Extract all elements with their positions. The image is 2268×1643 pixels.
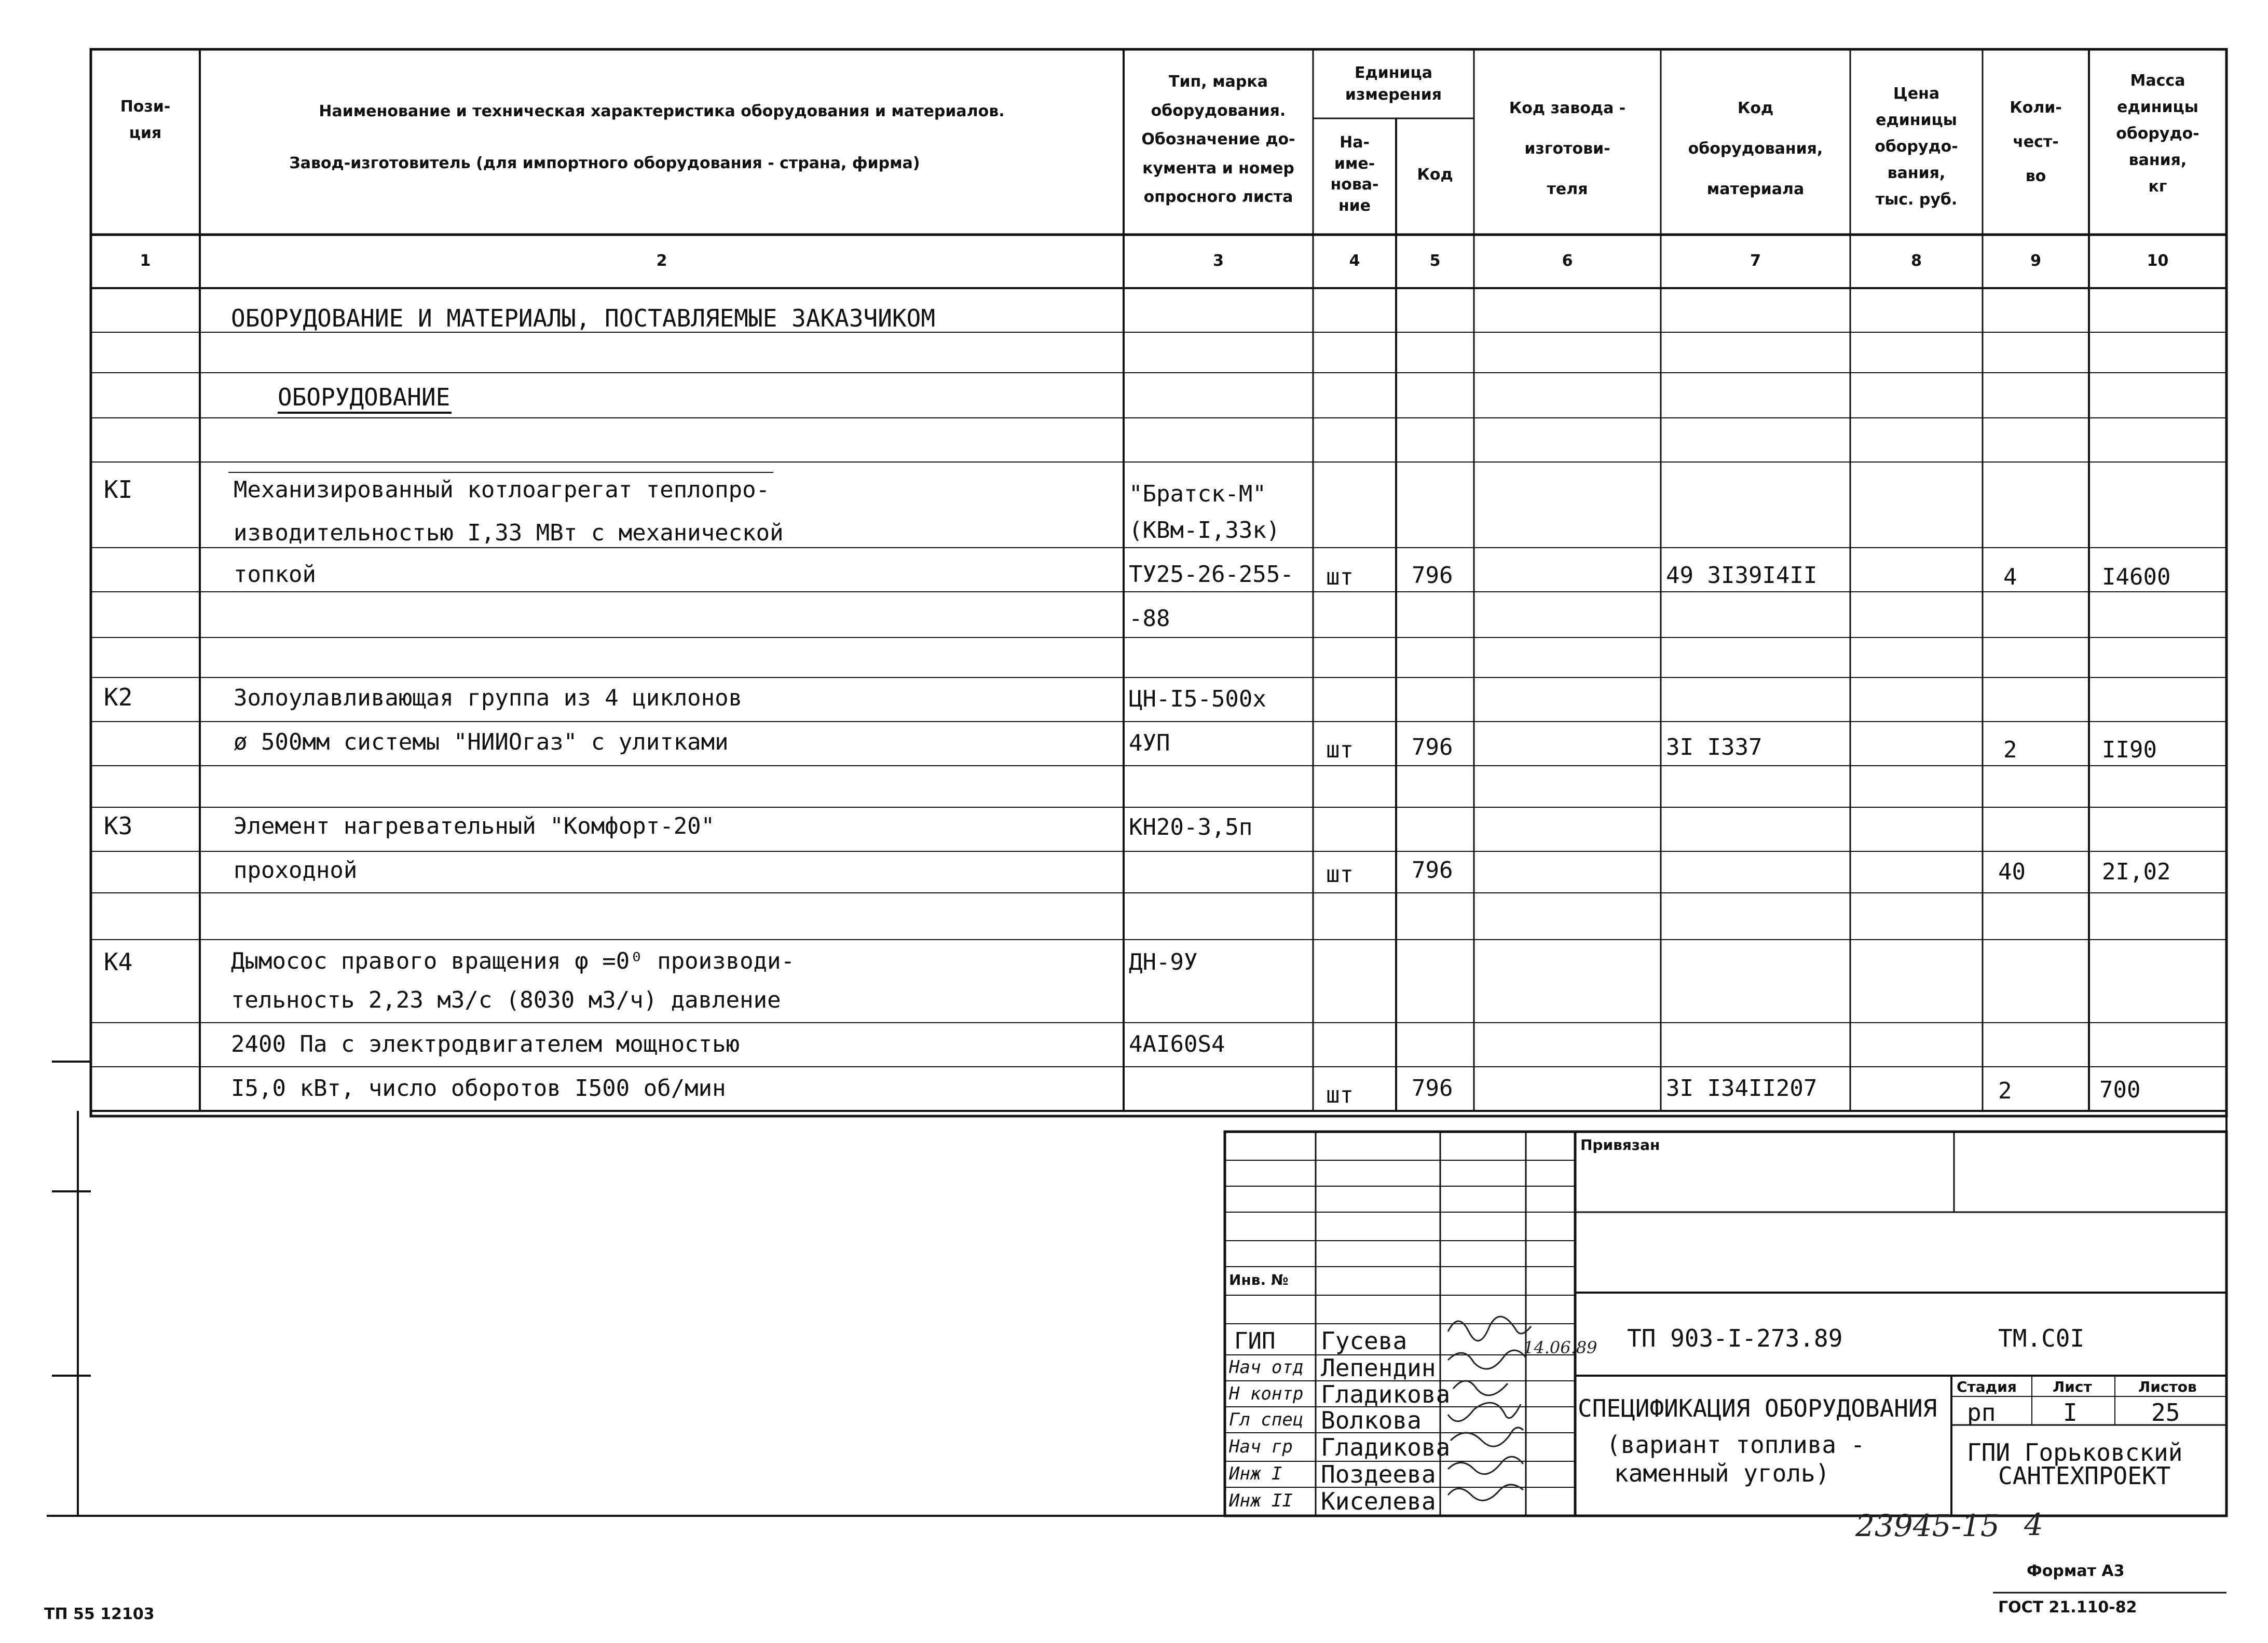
sheets-count-value: 25	[2151, 1398, 2180, 1427]
item-type-line: "Братск-М"	[1129, 481, 1266, 507]
item-unit: шт	[1326, 861, 1354, 888]
item-type-line: (КВм-I,33к)	[1129, 517, 1280, 544]
item-unit-code: 796	[1412, 734, 1453, 761]
col-number: 2	[656, 252, 667, 270]
item-position: К4	[104, 948, 133, 976]
item-type-line: 4АI60S4	[1129, 1031, 1225, 1057]
item-position: К3	[104, 812, 133, 840]
left-code-label: ТП 55 12103	[44, 1605, 155, 1623]
signature-date: 14.06.89	[1523, 1338, 1597, 1357]
item-type-line: ДН-9У	[1129, 949, 1198, 975]
spec-title-line2: (вариант топлива -	[1606, 1431, 1865, 1459]
col-number: 9	[2030, 252, 2041, 270]
item-type-line: ЦН-I5-500х	[1129, 686, 1266, 712]
item-unit-code: 796	[1412, 1075, 1453, 1102]
item-name-line: Механизированный котлоагрегат теплопро-	[234, 477, 770, 503]
col-number: 4	[1349, 252, 1360, 270]
organization-line2: САНТЕХПРОЕКТ	[1998, 1462, 2171, 1490]
role-label: Гл спец	[1229, 1409, 1304, 1430]
item-quantity: 40	[1998, 859, 2026, 885]
header-mass: Масса единицы оборудо- вания, кг	[2116, 72, 2199, 196]
item-name-line: Элемент нагревательный "Комфорт-20"	[234, 813, 715, 839]
organization-line1: ГПИ Горьковский	[1967, 1438, 2183, 1467]
col-number: 5	[1429, 252, 1441, 270]
header-quantity: Коли- чест- во	[2010, 99, 2062, 185]
item-mass: II90	[2102, 737, 2157, 763]
staff-name: Поздеева	[1321, 1460, 1436, 1488]
item-position: К2	[104, 683, 133, 711]
item-unit: шт	[1326, 1082, 1354, 1108]
sheets-count-label: Листов	[2138, 1378, 2197, 1395]
item-equipment-code: 3I I34II207	[1666, 1075, 1818, 1102]
spec-title-line1: СПЕЦИФИКАЦИЯ ОБОРУДОВАНИЯ	[1578, 1394, 1937, 1422]
col-number: 6	[1562, 252, 1573, 270]
col-number: 10	[2147, 252, 2169, 270]
item-quantity: 4	[2003, 564, 2017, 590]
stage-label: Стадия	[1957, 1378, 2017, 1395]
sheet-code: ТМ.С0I	[1998, 1324, 2085, 1352]
section-title: ОБОРУДОВАНИЕ И МАТЕРИАЛЫ, ПОСТАВЛЯЕМЫЕ ЗАКАЗЧИКОМ	[231, 304, 936, 332]
header-name-line1: Наименование и техническая характеристика оборудования и материалов.	[319, 102, 1005, 120]
inventory-number-label: Инв. №	[1229, 1271, 1289, 1288]
header-equipment-code: Код оборудования, материала	[1688, 99, 1823, 198]
col-number: 8	[1911, 252, 1922, 270]
item-name-line: тельность 2,23 м3/с (8030 м3/ч) давление	[231, 987, 781, 1013]
item-type-line: 4УП	[1129, 730, 1170, 756]
item-name-line: I5,0 кВт, число оборотов I500 об/мин	[231, 1075, 726, 1102]
item-name-line: Золоулавливающая группа из 4 циклонов	[234, 685, 743, 711]
item-mass: 2I,02	[2102, 859, 2171, 885]
header-name-line2: Завод-изготовитель (для импортного оборудования - страна, фирма)	[289, 154, 920, 172]
item-name-line: Дымосос правого вращения φ =0⁰ производи-	[231, 948, 795, 974]
item-quantity: 2	[2003, 737, 2017, 763]
staff-name: Киселева	[1321, 1487, 1436, 1515]
item-name-line: изводительностью I,33 МВт с механической	[234, 520, 784, 546]
item-equipment-code: 3I I337	[1666, 734, 1763, 761]
staff-name: Гладикова	[1321, 1433, 1451, 1461]
subsection-title: ОБОРУДОВАНИЕ	[278, 383, 450, 411]
staff-name: Волкова	[1321, 1406, 1422, 1434]
item-name-line: проходной	[234, 857, 358, 884]
header-unit-code: Код	[1417, 166, 1453, 184]
staff-name: Гладикова	[1321, 1380, 1451, 1408]
item-type-line: ТУ25-26-255-	[1129, 561, 1294, 588]
item-position: КI	[104, 476, 133, 504]
header-unit-group: Единица измерения	[1345, 64, 1442, 104]
item-type-line: -88	[1129, 605, 1170, 632]
format-label: Формат А3	[2027, 1562, 2125, 1580]
role-label: Нач гр	[1229, 1436, 1293, 1457]
role-label: Инж I	[1229, 1463, 1282, 1484]
stamp-number: 23945-15	[1855, 1508, 2000, 1543]
item-type-line: КН20-3,5п	[1129, 814, 1253, 840]
col-number: 3	[1213, 252, 1224, 270]
col-number: 7	[1750, 252, 1761, 270]
role-label: ГИП	[1234, 1328, 1276, 1354]
staff-name: Лепендин	[1321, 1354, 1436, 1382]
role-label: Инж II	[1229, 1490, 1293, 1511]
item-name-line: 2400 Па с электродвигателем мощностью	[231, 1031, 740, 1057]
page-mark: 4	[2024, 1507, 2043, 1542]
item-quantity: 2	[1998, 1078, 2012, 1104]
sheet-value: I	[2063, 1398, 2078, 1427]
spec-title-line3: каменный уголь)	[1614, 1459, 1830, 1487]
role-label: Нач отд	[1229, 1357, 1304, 1378]
privyazan-label: Привязан	[1580, 1136, 1660, 1153]
header-position: Пози- ция	[120, 98, 171, 142]
header-type: Тип, марка оборудования. Обозначение до- кумента и номер опросного листа	[1141, 73, 1295, 206]
item-mass: I4600	[2102, 564, 2171, 590]
document-code: ТП 903-I-273.89	[1627, 1324, 1843, 1352]
gost-label: ГОСТ 21.110-82	[1998, 1598, 2137, 1617]
item-unit: шт	[1326, 564, 1354, 590]
item-name-line: топкой	[234, 561, 316, 588]
header-factory-code: Код завода - изготови- теля	[1509, 99, 1626, 198]
item-unit-code: 796	[1412, 857, 1453, 884]
header-unit-name: На- име- нова- ние	[1330, 133, 1379, 215]
header-price: Цена единицы оборудо- вания, тыс. руб.	[1875, 85, 1958, 209]
item-name-line: ø 500мм системы "НИИОгаз" с улитками	[234, 729, 729, 755]
signatures	[1448, 1316, 1531, 1500]
item-unit-code: 796	[1412, 562, 1453, 589]
role-label: Н контр	[1229, 1383, 1304, 1404]
item-mass: 700	[2099, 1077, 2141, 1103]
sheet-label: Лист	[2053, 1378, 2092, 1395]
col-number: 1	[140, 252, 151, 270]
stage-value: рп	[1967, 1398, 1996, 1427]
item-equipment-code: 49 3I39I4II	[1666, 562, 1818, 589]
item-unit: шт	[1326, 737, 1354, 763]
staff-name: Гусева	[1321, 1327, 1408, 1355]
